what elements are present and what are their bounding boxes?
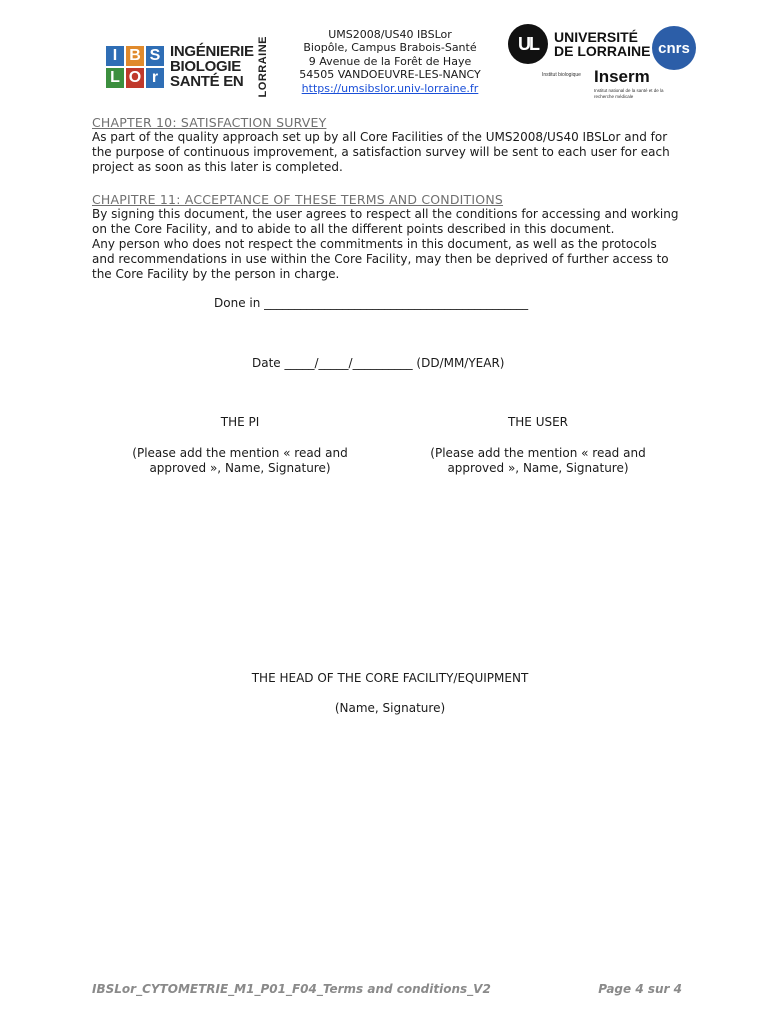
- ul-line: UNIVERSITÉ: [554, 29, 639, 45]
- chapter-10-title: CHAPTER 10: SATISFACTION SURVEY: [92, 115, 327, 130]
- address-line: UMS2008/US40 IBSLor: [328, 28, 452, 41]
- logo-vertical-text: LORRAINE: [256, 36, 269, 98]
- chapter-11-section: [92, 192, 692, 282]
- institut-biologique-label: Institut biologique: [542, 72, 581, 78]
- user-signature-note: [408, 446, 668, 476]
- chapter-11-line: on the Core Facility, and to abide to all the different points described in this document.: [92, 222, 615, 236]
- chapter-10-section: [92, 115, 692, 175]
- address-block: [250, 28, 530, 98]
- website-link[interactable]: https://umsibslor.univ-lorraine.fr: [301, 81, 479, 95]
- done-in-field: Done in ____________________________________________: [214, 296, 529, 310]
- pi-note-line: (Please add the mention « read and: [132, 446, 348, 460]
- universite-lorraine-logo: [508, 24, 650, 64]
- logo-tile: L: [106, 68, 124, 88]
- logo-line: BIOLOGIE: [170, 58, 241, 76]
- chapter-11-line: the Core Facility by the person in charge.: [92, 267, 340, 281]
- pi-note-line: approved », Name, Signature): [149, 461, 331, 475]
- ibslor-logo: [106, 36, 269, 97]
- pi-title: THE PI: [220, 415, 260, 429]
- ul-line: DE LORRAINE: [554, 43, 651, 59]
- user-note-line: approved », Name, Signature): [447, 461, 629, 475]
- ul-wordmark: [554, 30, 650, 58]
- chapter-11-line: Any person who does not respect the commitments in this document, as well as the protocols: [92, 237, 657, 251]
- page-number: Page 4 sur 4: [598, 982, 682, 996]
- logo-tile: O: [126, 68, 144, 88]
- user-title: THE USER: [507, 415, 569, 429]
- page-footer: [92, 982, 682, 998]
- page-header: [0, 22, 770, 104]
- document-name: IBSLor_CYTOMETRIE_M1_P01_F04_Terms and conditions_V2: [92, 982, 491, 996]
- user-note-line: (Please add the mention « read and: [430, 446, 646, 460]
- inserm-logo: [542, 68, 674, 99]
- address-line: 54505 VANDOEUVRE-LES-NANCY: [299, 68, 481, 82]
- chapter-10-line: project as soon as this later is completed.: [92, 160, 343, 174]
- address-line: Biopôle, Campus Brabois-Santé: [303, 41, 477, 55]
- logo-tile: I: [106, 46, 124, 66]
- head-title: THE HEAD OF THE CORE FACILITY/EQUIPMENT: [251, 671, 529, 685]
- chapter-11-title: CHAPITRE 11: ACCEPTANCE OF THESE TERMS AND CONDITIONS: [92, 192, 504, 207]
- chapter-10-line: As part of the quality approach set up by all Core Facilities of the UMS2008/US40 IBSLor and for: [92, 130, 668, 144]
- logo-line: INGÉNIERIE: [170, 43, 254, 61]
- inserm-wordmark: [594, 68, 674, 99]
- head-signature-note: (Name, Signature): [334, 701, 446, 715]
- inserm-subtitle: Institut national de la santé et de la recherche médicale: [594, 88, 664, 99]
- logo-tiles: [106, 46, 164, 88]
- chapter-11-line: and recommendations in use within the Core Facility, may then be deprived of further access to: [92, 252, 669, 266]
- logo-tile: B: [126, 46, 144, 66]
- inserm-title: Inserm: [594, 67, 650, 86]
- cnrs-logo: cnrs: [652, 26, 696, 70]
- logo-line: SANTÉ EN: [170, 73, 244, 91]
- logo-tile: S: [146, 46, 164, 66]
- ul-monogram-icon: UL: [508, 24, 548, 64]
- chapter-11-line: By signing this document, the user agrees to respect all the conditions for accessing and working: [92, 207, 679, 221]
- logo-wordmark: [170, 44, 254, 89]
- logo-tile: r: [146, 68, 164, 88]
- pi-signature-note: [110, 446, 370, 476]
- address-line: 9 Avenue de la Forêt de Haye: [308, 54, 472, 68]
- date-field: Date _____/_____/__________ (DD/MM/YEAR): [252, 356, 505, 370]
- chapter-10-line: the purpose of continuous improvement, a satisfaction survey will be sent to each user for each: [92, 145, 670, 159]
